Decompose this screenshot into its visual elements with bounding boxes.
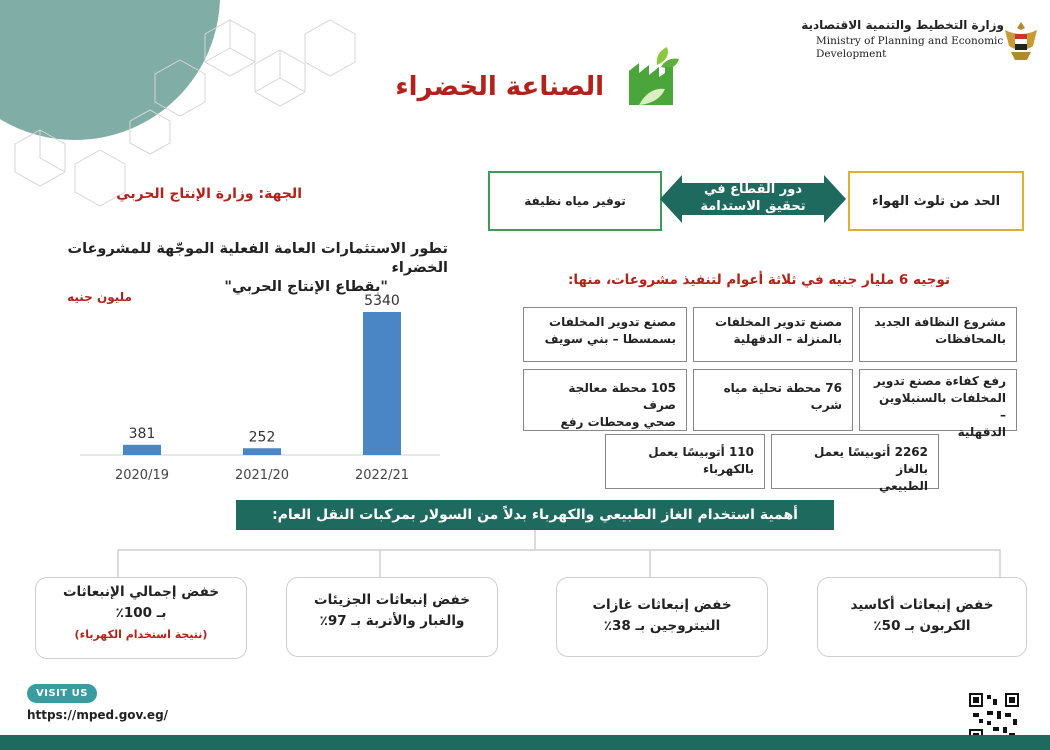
ministry-name-english: [816, 35, 1006, 61]
project-line: بالكهرباء: [702, 462, 754, 476]
project-line: 76 محطة تحلية مياه: [723, 381, 842, 395]
project-line: مشروع النظافة الجديد: [874, 315, 1006, 329]
responsible-entity: الجهة: وزارة الإنتاج الحربي: [116, 186, 302, 202]
project-line: بالمحافظات: [935, 332, 1006, 346]
benefit-line: خفض إنبعاثات الجزيئات: [314, 592, 470, 608]
benefit-particulates: [286, 577, 498, 657]
role-center-line2: تحقيق الاستدامة: [700, 199, 806, 214]
role-box-clean-water: توفير مياه نظيفة: [488, 171, 662, 231]
project-recycling-sinbillawein: [859, 369, 1017, 439]
chart-tick-label: 2020/19: [114, 468, 170, 483]
role-center-line1: دور القطاع في: [703, 182, 803, 197]
project-line: 105 محطة معالجة صرف: [568, 381, 676, 412]
project-line: المخلفات بالسنبلاوين –: [879, 391, 1006, 422]
project-recycling-manzala: [693, 307, 853, 362]
benefit-line: خفض إنبعاثات غازات: [592, 597, 732, 613]
importance-banner: أهمية استخدام الغاز الطبيعي والكهرباء بدلاً من السولار بمركبات النقل العام:: [236, 500, 834, 530]
project-line: بسمسطا – بني سويف: [544, 332, 676, 346]
benefit-total-emissions: [35, 577, 247, 659]
project-natural-gas-buses: [771, 434, 939, 493]
project-cleanliness: [859, 307, 1017, 362]
project-line: الدقهلية: [957, 425, 1006, 439]
benefit-line: بـ 100٪: [115, 605, 167, 621]
chart-tick-label: 2022/21: [354, 468, 410, 483]
benefit-carbon-oxides: [817, 577, 1027, 657]
chart-title-line1: تطور الاستثمارات العامة الفعلية الموجّهة للمشروعات الخضراء: [67, 241, 448, 276]
project-line: بالمنزلة – الدقهلية: [733, 332, 842, 346]
benefit-note: (نتيجة استخدام الكهرباء): [74, 628, 208, 641]
ministry-name-english-line1: Ministry of Planning and Economic: [816, 35, 1004, 47]
project-electric-buses: [605, 434, 765, 489]
egypt-eagle-emblem-icon: [1003, 18, 1039, 64]
footer-bar: [0, 735, 1050, 750]
project-line: الطبيعي: [878, 479, 928, 493]
chart-data-label: 5340: [364, 292, 400, 309]
project-line: رفع كفاءة مصنع تدوير: [873, 374, 1006, 388]
chart-data-label: 381: [128, 425, 156, 442]
chart-bar: [123, 445, 161, 455]
projects-heading: توجيه 6 مليار جنيه في ثلاثة أعوام لتنفيذ مشروعات، منها:: [568, 272, 950, 288]
chart-bar: [363, 312, 401, 455]
project-line: شرب: [810, 398, 842, 412]
benefit-line: الكربون بـ 50٪: [873, 618, 971, 634]
chart-unit-label: مليون جنيه: [67, 290, 132, 304]
connector-lines: [0, 530, 1050, 580]
project-sewage-treatment: [523, 369, 687, 431]
green-factory-icon: [627, 45, 687, 107]
project-line: مصنع تدوير المخلفات: [715, 315, 842, 329]
investment-bar-chart: [70, 275, 450, 490]
project-line: 110 أتوبيسًا يعمل: [648, 445, 754, 459]
role-box-air-pollution: الحد من تلوث الهواء: [848, 171, 1024, 231]
role-center-arrow: [660, 161, 846, 237]
project-line: 2262 أتوبيسًا يعمل بالغاز: [813, 445, 928, 476]
benefit-line: خفض إنبعاثات أكاسيد: [850, 597, 994, 613]
page-title: الصناعة الخضراء: [395, 72, 604, 102]
ministry-name-english-line2: Development: [816, 48, 887, 60]
visit-us-button[interactable]: VISIT US: [27, 684, 97, 703]
project-recycling-beni-suef: [523, 307, 687, 362]
chart-title-line2: "بقطاع الإنتاج الحربي": [224, 279, 388, 295]
project-line: صحي ومحطات رفع: [560, 415, 676, 429]
benefit-nitrogen-gases: [556, 577, 768, 657]
chart-bar: [243, 448, 281, 455]
chart-tick-label: 2021/20: [234, 468, 290, 483]
ministry-name-arabic: وزارة التخطيط والتنمية الاقتصادية: [801, 18, 1004, 32]
benefit-line: والغبار والأتربة بـ 97٪: [319, 613, 465, 629]
project-desalination: [693, 369, 853, 431]
benefit-line: النيتروجين بـ 38٪: [603, 618, 721, 634]
website-link[interactable]: https://mped.gov.eg/: [27, 708, 169, 722]
benefit-line: خفض إجمالي الإنبعاثات: [62, 584, 220, 600]
chart-data-label: 252: [248, 429, 276, 446]
project-line: مصنع تدوير المخلفات: [549, 315, 676, 329]
